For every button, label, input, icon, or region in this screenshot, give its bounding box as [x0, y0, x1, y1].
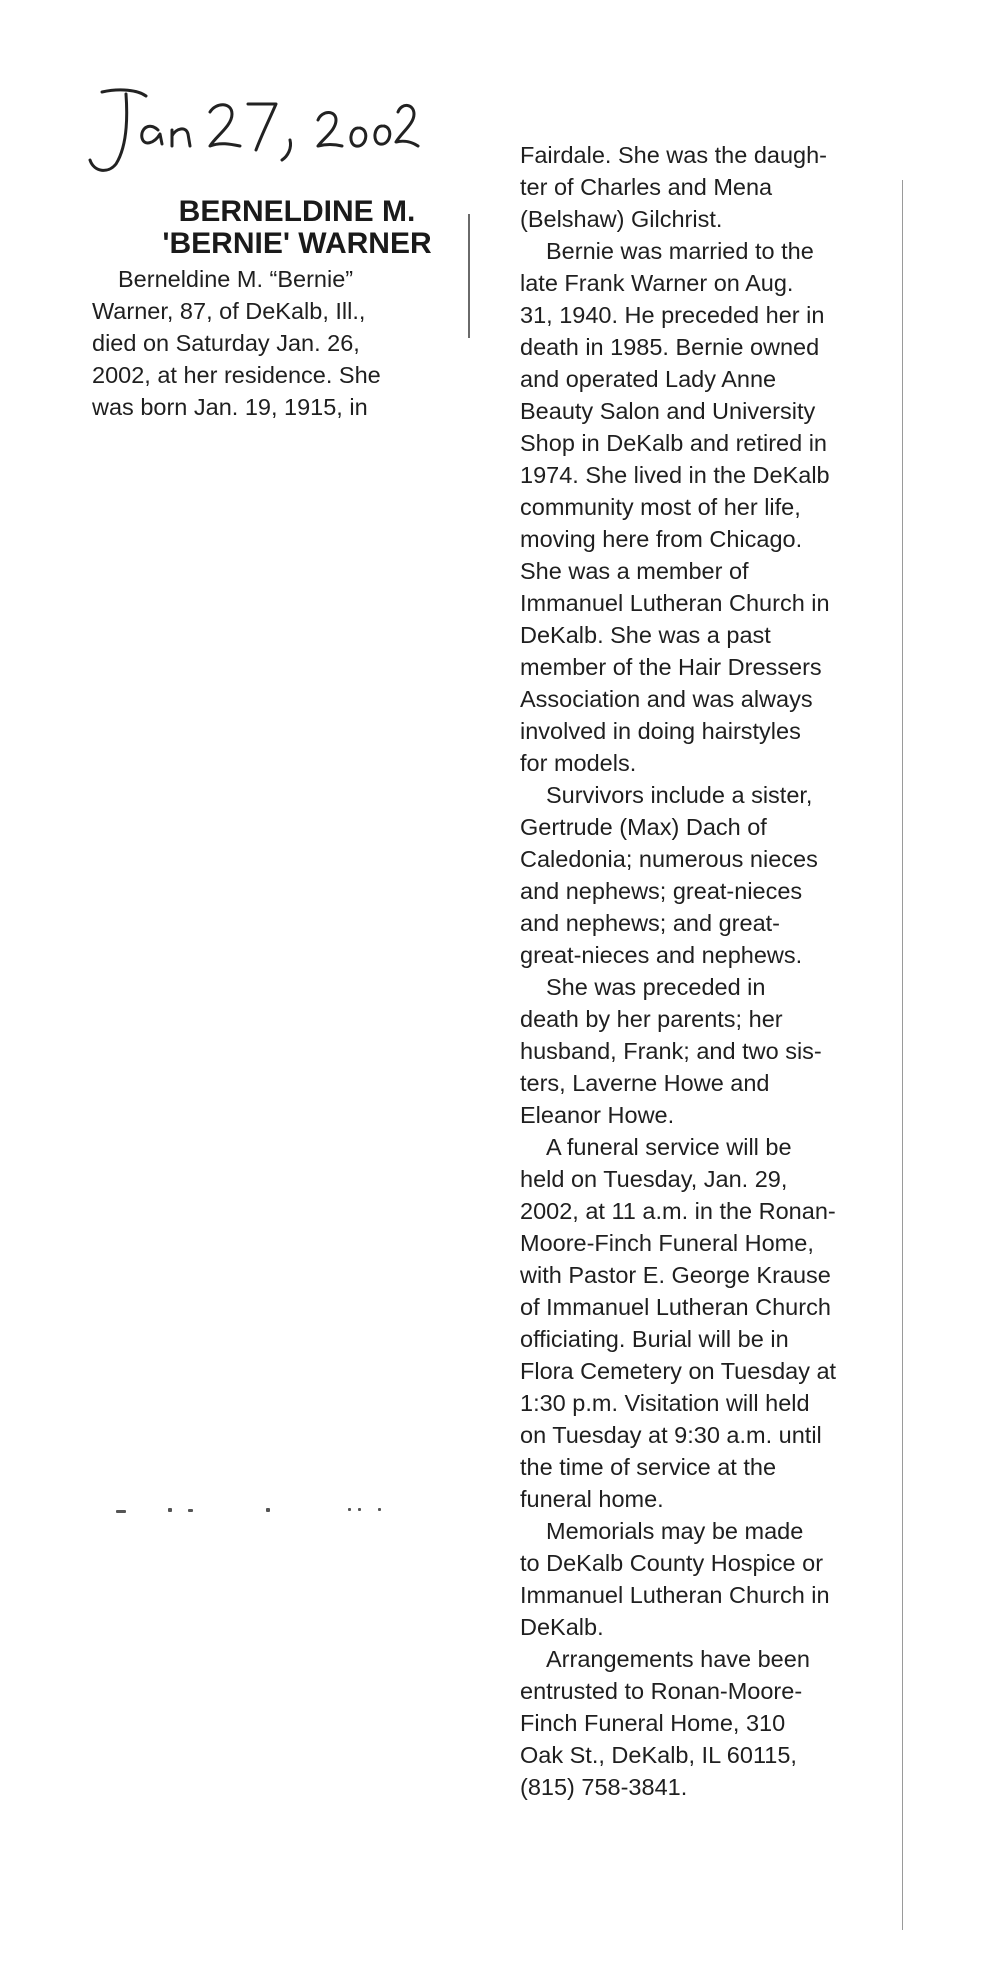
body-line: Moore-Finch Funeral Home, — [520, 1230, 814, 1256]
body-line: 1:30 p.m. Visitation will held — [520, 1390, 810, 1416]
left-line: was born Jan. 19, 1915, in — [92, 394, 368, 420]
paragraph-start-line: She was preceded in — [546, 974, 766, 1000]
body-line: ter of Charles and Mena — [520, 174, 773, 200]
body-line: 1974. She lived in the DeKalb — [520, 462, 830, 488]
body-line: with Pastor E. George Krause — [520, 1262, 831, 1288]
body-line: entrusted to Ronan-Moore- — [520, 1678, 803, 1704]
headline-line-2: 'BERNIE' WARNER — [162, 227, 432, 260]
body-line: ters, Laverne Howe and — [520, 1070, 770, 1096]
body-line: 31, 1940. He preceded her in — [520, 302, 825, 328]
body-line: late Frank Warner on Aug. — [520, 270, 794, 296]
body-line: of Immanuel Lutheran Church — [520, 1294, 831, 1320]
handwritten-date — [80, 82, 420, 178]
body-line: Eleanor Howe. — [520, 1102, 675, 1128]
left-line: died on Saturday Jan. 26, — [92, 330, 360, 356]
body-line: 2002, at 11 a.m. in the Ronan- — [520, 1198, 836, 1224]
paragraph-start-line: Survivors include a sister, — [546, 782, 813, 808]
column-rule — [468, 214, 470, 338]
scan-speck — [116, 1510, 126, 1513]
body-line: (Belshaw) Gilchrist. — [520, 206, 723, 232]
scan-speck — [358, 1508, 361, 1511]
body-line: officiating. Burial will be in — [520, 1326, 789, 1352]
paragraph-start-line: Arrangements have been — [546, 1646, 810, 1672]
scan-speck — [378, 1508, 381, 1511]
obituary-headline — [132, 196, 462, 260]
body-line: Oak St., DeKalb, IL 60115, — [520, 1742, 797, 1768]
body-line: (815) 758-3841. — [520, 1774, 688, 1800]
body-line: member of the Hair Dressers — [520, 654, 822, 680]
body-line: Shop in DeKalb and retired in — [520, 430, 828, 456]
body-line: DeKalb. — [520, 1614, 604, 1640]
body-line: She was a member of — [520, 558, 749, 584]
scan-speck — [266, 1508, 270, 1512]
column-rule — [902, 180, 903, 1930]
body-line: and operated Lady Anne — [520, 366, 777, 392]
body-line: moving here from Chicago. — [520, 526, 803, 552]
body-line: Association and was always — [520, 686, 813, 712]
body-line: death in 1985. Bernie owned — [520, 334, 820, 360]
paragraph-start-line: Memorials may be made — [546, 1518, 804, 1544]
body-line: Gertrude (Max) Dach of — [520, 814, 767, 840]
scan-speck — [348, 1508, 351, 1511]
left-line: Berneldine M. “Bernie” — [118, 266, 354, 292]
body-line: the time of service at the — [520, 1454, 777, 1480]
body-line: on Tuesday at 9:30 a.m. until — [520, 1422, 822, 1448]
scan-speck — [168, 1508, 172, 1512]
body-line: Fairdale. She was the daugh- — [520, 142, 827, 168]
body-line: to DeKalb County Hospice or — [520, 1550, 824, 1576]
obituary-right-column — [520, 139, 898, 1803]
headline-line-1: BERNELDINE M. — [178, 195, 416, 228]
body-line: community most of her life, — [520, 494, 801, 520]
body-line: great-nieces and nephews. — [520, 942, 803, 968]
body-line: Finch Funeral Home, 310 — [520, 1710, 786, 1736]
scan-speck — [188, 1509, 193, 1512]
left-line: 2002, at her residence. She — [92, 362, 381, 388]
obituary-left-column — [92, 263, 434, 423]
paragraph-start-line: A funeral service will be — [546, 1134, 792, 1160]
body-line: DeKalb. She was a past — [520, 622, 771, 648]
body-line: involved in doing hairstyles — [520, 718, 801, 744]
paragraph-start-line: Bernie was married to the — [546, 238, 814, 264]
body-line: Caledonia; numerous nieces — [520, 846, 818, 872]
body-line: Beauty Salon and University — [520, 398, 816, 424]
body-line: and nephews; and great- — [520, 910, 780, 936]
body-line: funeral home. — [520, 1486, 664, 1512]
body-line: death by her parents; her — [520, 1006, 783, 1032]
body-line: for models. — [520, 750, 637, 776]
body-line: Flora Cemetery on Tuesday at — [520, 1358, 837, 1384]
body-line: held on Tuesday, Jan. 29, — [520, 1166, 788, 1192]
body-line: husband, Frank; and two sis- — [520, 1038, 822, 1064]
body-line: and nephews; great-nieces — [520, 878, 803, 904]
body-line: Immanuel Lutheran Church in — [520, 1582, 830, 1608]
left-line: Warner, 87, of DeKalb, Ill., — [92, 298, 366, 324]
body-line: Immanuel Lutheran Church in — [520, 590, 830, 616]
